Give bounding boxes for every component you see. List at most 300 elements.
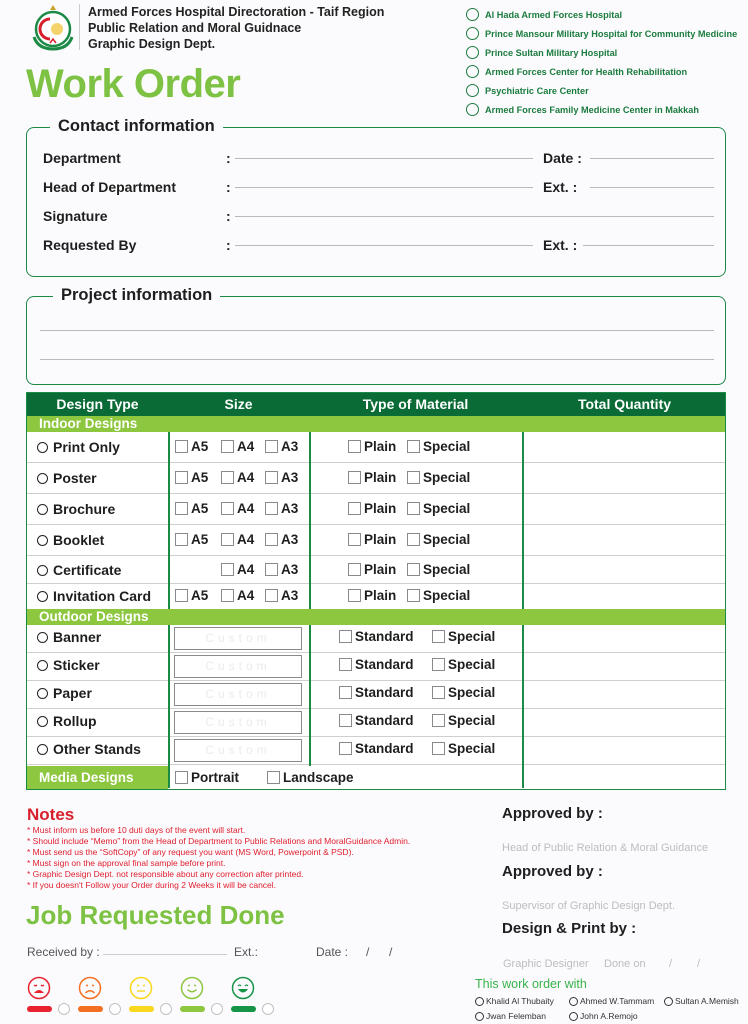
design-type-option[interactable] (37, 470, 97, 486)
material-label: Plain (364, 439, 397, 454)
colon: : (226, 179, 231, 195)
header-material: Type of Material (362, 396, 469, 412)
radio-icon[interactable] (37, 688, 48, 699)
project-line-field[interactable] (40, 359, 714, 360)
size-option[interactable] (175, 532, 208, 547)
table-row (27, 494, 725, 525)
checkbox[interactable] (221, 589, 234, 602)
material-label: Plain (364, 501, 397, 516)
unhappy-face-icon (78, 976, 102, 1000)
rating-color-bar (78, 1006, 103, 1012)
size-label: A4 (237, 562, 255, 577)
checkbox[interactable] (175, 502, 188, 515)
graphic-designer-label: Graphic Designer (503, 958, 589, 970)
column-divider (309, 432, 311, 609)
colon: : (226, 237, 231, 253)
design-type-option[interactable] (37, 501, 115, 517)
material-label: Special (423, 439, 471, 454)
checkbox[interactable] (432, 686, 445, 699)
design-type-option[interactable] (37, 562, 121, 578)
material-option[interactable] (348, 501, 396, 516)
size-label: A3 (281, 470, 299, 485)
design-type-label: Sticker (53, 657, 100, 673)
material-option[interactable] (432, 629, 495, 644)
hospital-option[interactable] (466, 27, 737, 40)
design-type-label: Booklet (53, 532, 105, 548)
approved-by-label: Approved by : (502, 805, 603, 822)
checkbox[interactable] (348, 563, 361, 576)
checkbox[interactable] (348, 589, 361, 602)
radio-icon[interactable] (37, 442, 48, 453)
material-option[interactable] (339, 741, 414, 756)
table-row (27, 625, 725, 653)
design-type-label: Poster (53, 470, 97, 486)
signature-field[interactable] (235, 216, 714, 217)
hospital-option[interactable] (466, 103, 699, 116)
size-label: A3 (281, 501, 299, 516)
total-quantity-cell[interactable] (524, 681, 724, 709)
head-of-department-field[interactable] (235, 187, 533, 188)
size-option[interactable] (265, 470, 298, 485)
design-type-label: Print Only (53, 439, 120, 455)
size-label: A4 (237, 532, 255, 547)
radio-icon[interactable] (37, 504, 48, 515)
requested-by-field[interactable] (235, 245, 533, 246)
org-name: Armed Forces Hospital Directoration - Taif Region (88, 5, 385, 19)
material-label: Special (423, 501, 471, 516)
size-option[interactable] (221, 470, 254, 485)
checkbox[interactable] (265, 440, 278, 453)
material-option[interactable] (339, 629, 414, 644)
material-label: Standard (355, 741, 414, 756)
design-type-label: Brochure (53, 501, 116, 517)
rating-color-bar (180, 1006, 205, 1012)
total-quantity-cell[interactable] (524, 709, 724, 737)
contact-information-title: Contact information (50, 117, 223, 136)
material-label: Special (448, 685, 496, 700)
checkbox[interactable] (175, 533, 188, 546)
radio-icon[interactable] (569, 1012, 578, 1021)
design-type-label: Invitation Card (53, 588, 152, 604)
landscape-option[interactable] (267, 770, 354, 785)
size-option[interactable] (175, 470, 208, 485)
org-section: Graphic Design Dept. (88, 37, 216, 51)
rating-radio[interactable] (211, 1003, 223, 1015)
header-divider (79, 4, 80, 50)
note-item: * Must sign on the approval final sample before print. (27, 858, 226, 868)
custom-size-input[interactable]: Custom (174, 627, 302, 650)
note-item: * Graphic Design Dept. not responsible about any correction after printed. (27, 869, 304, 879)
material-label: Plain (364, 470, 397, 485)
notes-title: Notes (27, 805, 75, 824)
size-label: A4 (237, 470, 255, 485)
page-title: Work Order (26, 62, 241, 106)
design-type-option[interactable] (37, 588, 151, 604)
column-divider (522, 625, 524, 788)
total-quantity-cell[interactable] (524, 653, 724, 681)
note-item: * If you doesn't Follow your Order during 2 Weeks it will be cancel. (27, 880, 277, 890)
hospital-label: Psychiatric Care Center (485, 85, 589, 96)
checkbox[interactable] (339, 630, 352, 643)
checkbox[interactable] (175, 771, 188, 784)
date-slash: / (366, 945, 370, 959)
material-label: Special (423, 532, 471, 547)
design-table (26, 392, 726, 790)
material-label: Standard (355, 713, 414, 728)
total-quantity-cell[interactable] (524, 494, 724, 525)
material-option[interactable] (432, 657, 495, 672)
colon: : (226, 208, 231, 224)
header-size: Size (224, 396, 253, 412)
checkbox[interactable] (348, 533, 361, 546)
date-field[interactable] (590, 158, 714, 159)
size-label: A4 (237, 439, 255, 454)
checkbox[interactable] (267, 771, 280, 784)
armed-forces-emblem-icon (28, 3, 78, 51)
table-row (27, 463, 725, 494)
material-label: Plain (364, 532, 397, 547)
size-option[interactable] (221, 439, 254, 454)
checkbox[interactable] (348, 440, 361, 453)
material-option[interactable] (407, 439, 470, 454)
design-type-label: Other Stands (53, 741, 141, 757)
material-option[interactable] (407, 470, 470, 485)
team-member-name: Ahmed W.Tammam (580, 996, 655, 1006)
department-field[interactable] (235, 158, 533, 159)
very-happy-face-icon (231, 976, 255, 1000)
portrait-label: Portrait (191, 770, 240, 785)
checkbox[interactable] (221, 471, 234, 484)
material-label: Special (448, 741, 496, 756)
radio-icon[interactable] (664, 997, 673, 1006)
received-by-label: Received by : (27, 945, 100, 959)
colon: : (226, 150, 231, 166)
signature-label: Signature (43, 208, 108, 224)
checkbox[interactable] (221, 563, 234, 576)
note-item: * Should include “Memo” from the Head of Department to Public Relations and MoralGuidance Admin. (27, 836, 411, 846)
material-label: Special (423, 588, 471, 603)
radio-icon[interactable] (37, 660, 48, 671)
team-member-option[interactable] (569, 1011, 638, 1021)
checkbox[interactable] (265, 502, 278, 515)
radio-icon[interactable] (466, 46, 479, 59)
table-row (27, 709, 725, 737)
rating-radio[interactable] (262, 1003, 274, 1015)
table-row (27, 737, 725, 765)
material-option[interactable] (348, 588, 396, 603)
requested-by-label: Requested By (43, 237, 137, 253)
team-member-name: Jwan Felemban (486, 1011, 547, 1021)
checkbox[interactable] (339, 714, 352, 727)
size-option[interactable] (175, 588, 208, 603)
material-label: Special (423, 562, 471, 577)
material-label: Special (448, 657, 496, 672)
size-option[interactable] (265, 439, 298, 454)
radio-icon[interactable] (466, 65, 479, 78)
size-label: A5 (191, 470, 209, 485)
team-member-name: Sultan A.Memish (675, 996, 739, 1006)
job-done-title: Job Requested Done (26, 900, 285, 930)
checkbox[interactable] (432, 630, 445, 643)
material-option[interactable] (407, 501, 470, 516)
size-label: A5 (191, 588, 209, 603)
checkbox[interactable] (265, 589, 278, 602)
design-type-option[interactable] (37, 532, 104, 548)
size-label: A5 (191, 501, 209, 516)
custom-size-input[interactable]: Custom (174, 683, 302, 706)
material-label: Standard (355, 685, 414, 700)
team-member-name: Khalid Al Thubaity (486, 996, 554, 1006)
rating-color-bar (129, 1006, 154, 1012)
radio-icon[interactable] (37, 473, 48, 484)
size-label: A3 (281, 562, 299, 577)
custom-size-input[interactable]: Custom (174, 655, 302, 678)
checkbox[interactable] (432, 658, 445, 671)
checkbox[interactable] (265, 563, 278, 576)
checkbox[interactable] (432, 714, 445, 727)
project-line-field[interactable] (40, 330, 714, 331)
rating-radio[interactable] (109, 1003, 121, 1015)
header-total-quantity: Total Quantity (577, 396, 672, 412)
checkbox[interactable] (407, 563, 420, 576)
size-label: A4 (237, 588, 255, 603)
total-quantity-cell[interactable] (524, 737, 724, 765)
size-label: A5 (191, 439, 209, 454)
radio-icon[interactable] (466, 8, 479, 21)
checkbox[interactable] (339, 742, 352, 755)
design-type-option[interactable] (37, 713, 97, 729)
material-option[interactable] (432, 713, 495, 728)
size-label: A3 (281, 588, 299, 603)
date-slash: / (389, 945, 393, 959)
team-member-option[interactable] (569, 996, 654, 1006)
landscape-label: Landscape (283, 770, 354, 785)
rating-radio[interactable] (58, 1003, 70, 1015)
contact-information-box (26, 127, 726, 277)
material-option[interactable] (407, 588, 470, 603)
table-row (27, 525, 725, 556)
design-type-option[interactable] (37, 439, 120, 455)
approver-title: Head of Public Relation & Moral Guidance (502, 842, 709, 854)
column-divider (309, 625, 311, 766)
size-option[interactable] (221, 588, 254, 603)
size-option[interactable] (265, 588, 298, 603)
design-type-option[interactable] (37, 657, 100, 673)
date-slash: / (697, 958, 701, 970)
ext-label: Ext. : (543, 237, 578, 253)
done-on-label: Done on (604, 958, 646, 970)
checkbox[interactable] (265, 533, 278, 546)
checkbox[interactable] (339, 658, 352, 671)
material-option[interactable] (432, 685, 495, 700)
hospital-option[interactable] (466, 46, 617, 59)
radio-icon[interactable] (475, 997, 484, 1006)
checkbox[interactable] (175, 440, 188, 453)
approved-by-label: Approved by : (502, 863, 603, 880)
material-option[interactable] (348, 439, 396, 454)
hospital-label: Armed Forces Center for Health Rehabilitation (485, 66, 688, 77)
org-department: Public Relation and Moral Guidnace (88, 21, 302, 35)
received-by-field[interactable] (103, 954, 227, 955)
checkbox[interactable] (339, 686, 352, 699)
radio-icon[interactable] (466, 103, 479, 116)
checkbox[interactable] (175, 471, 188, 484)
total-quantity-cell[interactable] (524, 432, 724, 463)
design-type-option[interactable] (37, 629, 101, 645)
rating-color-bar (27, 1006, 52, 1012)
neutral-face-icon (129, 976, 153, 1000)
material-label: Plain (364, 562, 397, 577)
note-item: * Must send us the “SoftCopy” of any request you want (MS Word, Powerpoint & PSD). (27, 847, 354, 857)
material-option[interactable] (432, 741, 495, 756)
material-option[interactable] (348, 562, 396, 577)
table-row (27, 432, 725, 463)
material-option[interactable] (407, 562, 470, 577)
ext-label: Ext.: (234, 945, 259, 959)
size-option[interactable] (265, 501, 298, 516)
material-label: Special (448, 713, 496, 728)
checkbox[interactable] (407, 471, 420, 484)
media-designs-label: Media Designs (27, 766, 168, 789)
checkbox[interactable] (407, 589, 420, 602)
team-member-option[interactable] (475, 996, 554, 1006)
checkbox[interactable] (348, 502, 361, 515)
total-quantity-cell[interactable] (524, 525, 724, 556)
material-option[interactable] (339, 657, 414, 672)
note-item: * Must inform us before 10 duti days of the event will start. (27, 825, 246, 835)
design-print-by-label: Design & Print by : (502, 920, 637, 937)
head-of-department-label: Head of Department (43, 179, 177, 195)
header-design-type: Design Type (56, 396, 139, 412)
size-label: A3 (281, 532, 299, 547)
radio-icon[interactable] (466, 84, 479, 97)
portrait-option[interactable] (175, 770, 239, 785)
hospital-option[interactable] (466, 65, 687, 78)
table-row (27, 556, 725, 584)
size-option[interactable] (221, 501, 254, 516)
size-label: A3 (281, 439, 299, 454)
happy-face-icon (180, 976, 204, 1000)
radio-icon[interactable] (569, 997, 578, 1006)
very-unhappy-face-icon (27, 976, 51, 1000)
table-row (27, 584, 725, 609)
size-label: A5 (191, 532, 209, 547)
ext-field[interactable] (590, 187, 714, 188)
team-member-name: John A.Remojo (580, 1011, 638, 1021)
project-information-box (26, 296, 726, 385)
material-option[interactable] (348, 470, 396, 485)
design-type-option[interactable] (37, 741, 141, 757)
column-divider (168, 432, 170, 609)
hospital-label: Armed Forces Family Medicine Center in Makkah (485, 104, 699, 115)
total-quantity-cell[interactable] (524, 463, 724, 494)
team-member-option[interactable] (664, 996, 739, 1006)
size-option[interactable] (175, 501, 208, 516)
size-option[interactable] (265, 532, 298, 547)
design-type-label: Banner (53, 629, 102, 645)
material-option[interactable] (348, 532, 396, 547)
date-label: Date : (543, 150, 582, 166)
column-divider (522, 432, 524, 609)
custom-size-input[interactable]: Custom (174, 739, 302, 762)
design-type-label: Certificate (53, 562, 122, 578)
hospital-option[interactable] (466, 84, 589, 97)
material-label: Standard (355, 657, 414, 672)
checkbox[interactable] (175, 589, 188, 602)
total-quantity-cell[interactable] (524, 625, 724, 653)
date-label: Date : (316, 945, 349, 959)
material-option[interactable] (339, 685, 414, 700)
column-divider (168, 625, 170, 788)
table-header (27, 393, 725, 416)
date-slash: / (669, 958, 673, 970)
custom-size-input[interactable]: Custom (174, 711, 302, 734)
checkbox[interactable] (221, 440, 234, 453)
approver-title: Supervisor of Graphic Design Dept. (502, 900, 676, 912)
material-label: Standard (355, 629, 414, 644)
size-option[interactable] (265, 562, 298, 577)
hospital-label: Prince Sultan Military Hospital (485, 47, 618, 58)
checkbox[interactable] (265, 471, 278, 484)
radio-icon[interactable] (37, 591, 48, 602)
outdoor-designs-section: Outdoor Designs (27, 609, 725, 625)
design-type-label: Rollup (53, 713, 97, 729)
material-option[interactable] (339, 713, 414, 728)
ext-field[interactable] (583, 245, 714, 246)
material-label: Plain (364, 588, 397, 603)
design-type-option[interactable] (37, 685, 92, 701)
total-quantity-cell[interactable] (524, 584, 724, 609)
rating-color-bar (231, 1006, 256, 1012)
team-member-option[interactable] (475, 1011, 546, 1021)
checkbox[interactable] (407, 533, 420, 546)
material-label: Special (448, 629, 496, 644)
department-label: Department (43, 150, 121, 166)
total-quantity-cell[interactable] (524, 556, 724, 584)
radio-icon[interactable] (475, 1012, 484, 1021)
team-title: This work order with (475, 977, 587, 991)
hospital-label: Prince Mansour Military Hospital for Community Medicine (485, 28, 738, 39)
size-option[interactable] (221, 532, 254, 547)
checkbox[interactable] (407, 440, 420, 453)
radio-icon[interactable] (466, 27, 479, 40)
hospital-label: Al Hada Armed Forces Hospital (485, 9, 622, 20)
indoor-designs-section: Indoor Designs (27, 416, 725, 432)
radio-icon[interactable] (37, 716, 48, 727)
project-information-title: Project information (53, 286, 220, 305)
radio-icon[interactable] (37, 744, 48, 755)
table-row (27, 653, 725, 681)
material-label: Special (423, 470, 471, 485)
radio-icon[interactable] (37, 632, 48, 643)
table-row (27, 681, 725, 709)
size-label: A4 (237, 501, 255, 516)
size-option[interactable] (221, 562, 254, 577)
radio-icon[interactable] (37, 535, 48, 546)
design-type-label: Paper (53, 685, 92, 701)
checkbox[interactable] (432, 742, 445, 755)
checkbox[interactable] (221, 502, 234, 515)
material-option[interactable] (407, 532, 470, 547)
checkbox[interactable] (221, 533, 234, 546)
hospital-option[interactable] (466, 8, 622, 21)
checkbox[interactable] (407, 502, 420, 515)
checkbox[interactable] (348, 471, 361, 484)
ext-label: Ext. : (543, 179, 578, 195)
size-option[interactable] (175, 439, 208, 454)
radio-icon[interactable] (37, 565, 48, 576)
rating-radio[interactable] (160, 1003, 172, 1015)
